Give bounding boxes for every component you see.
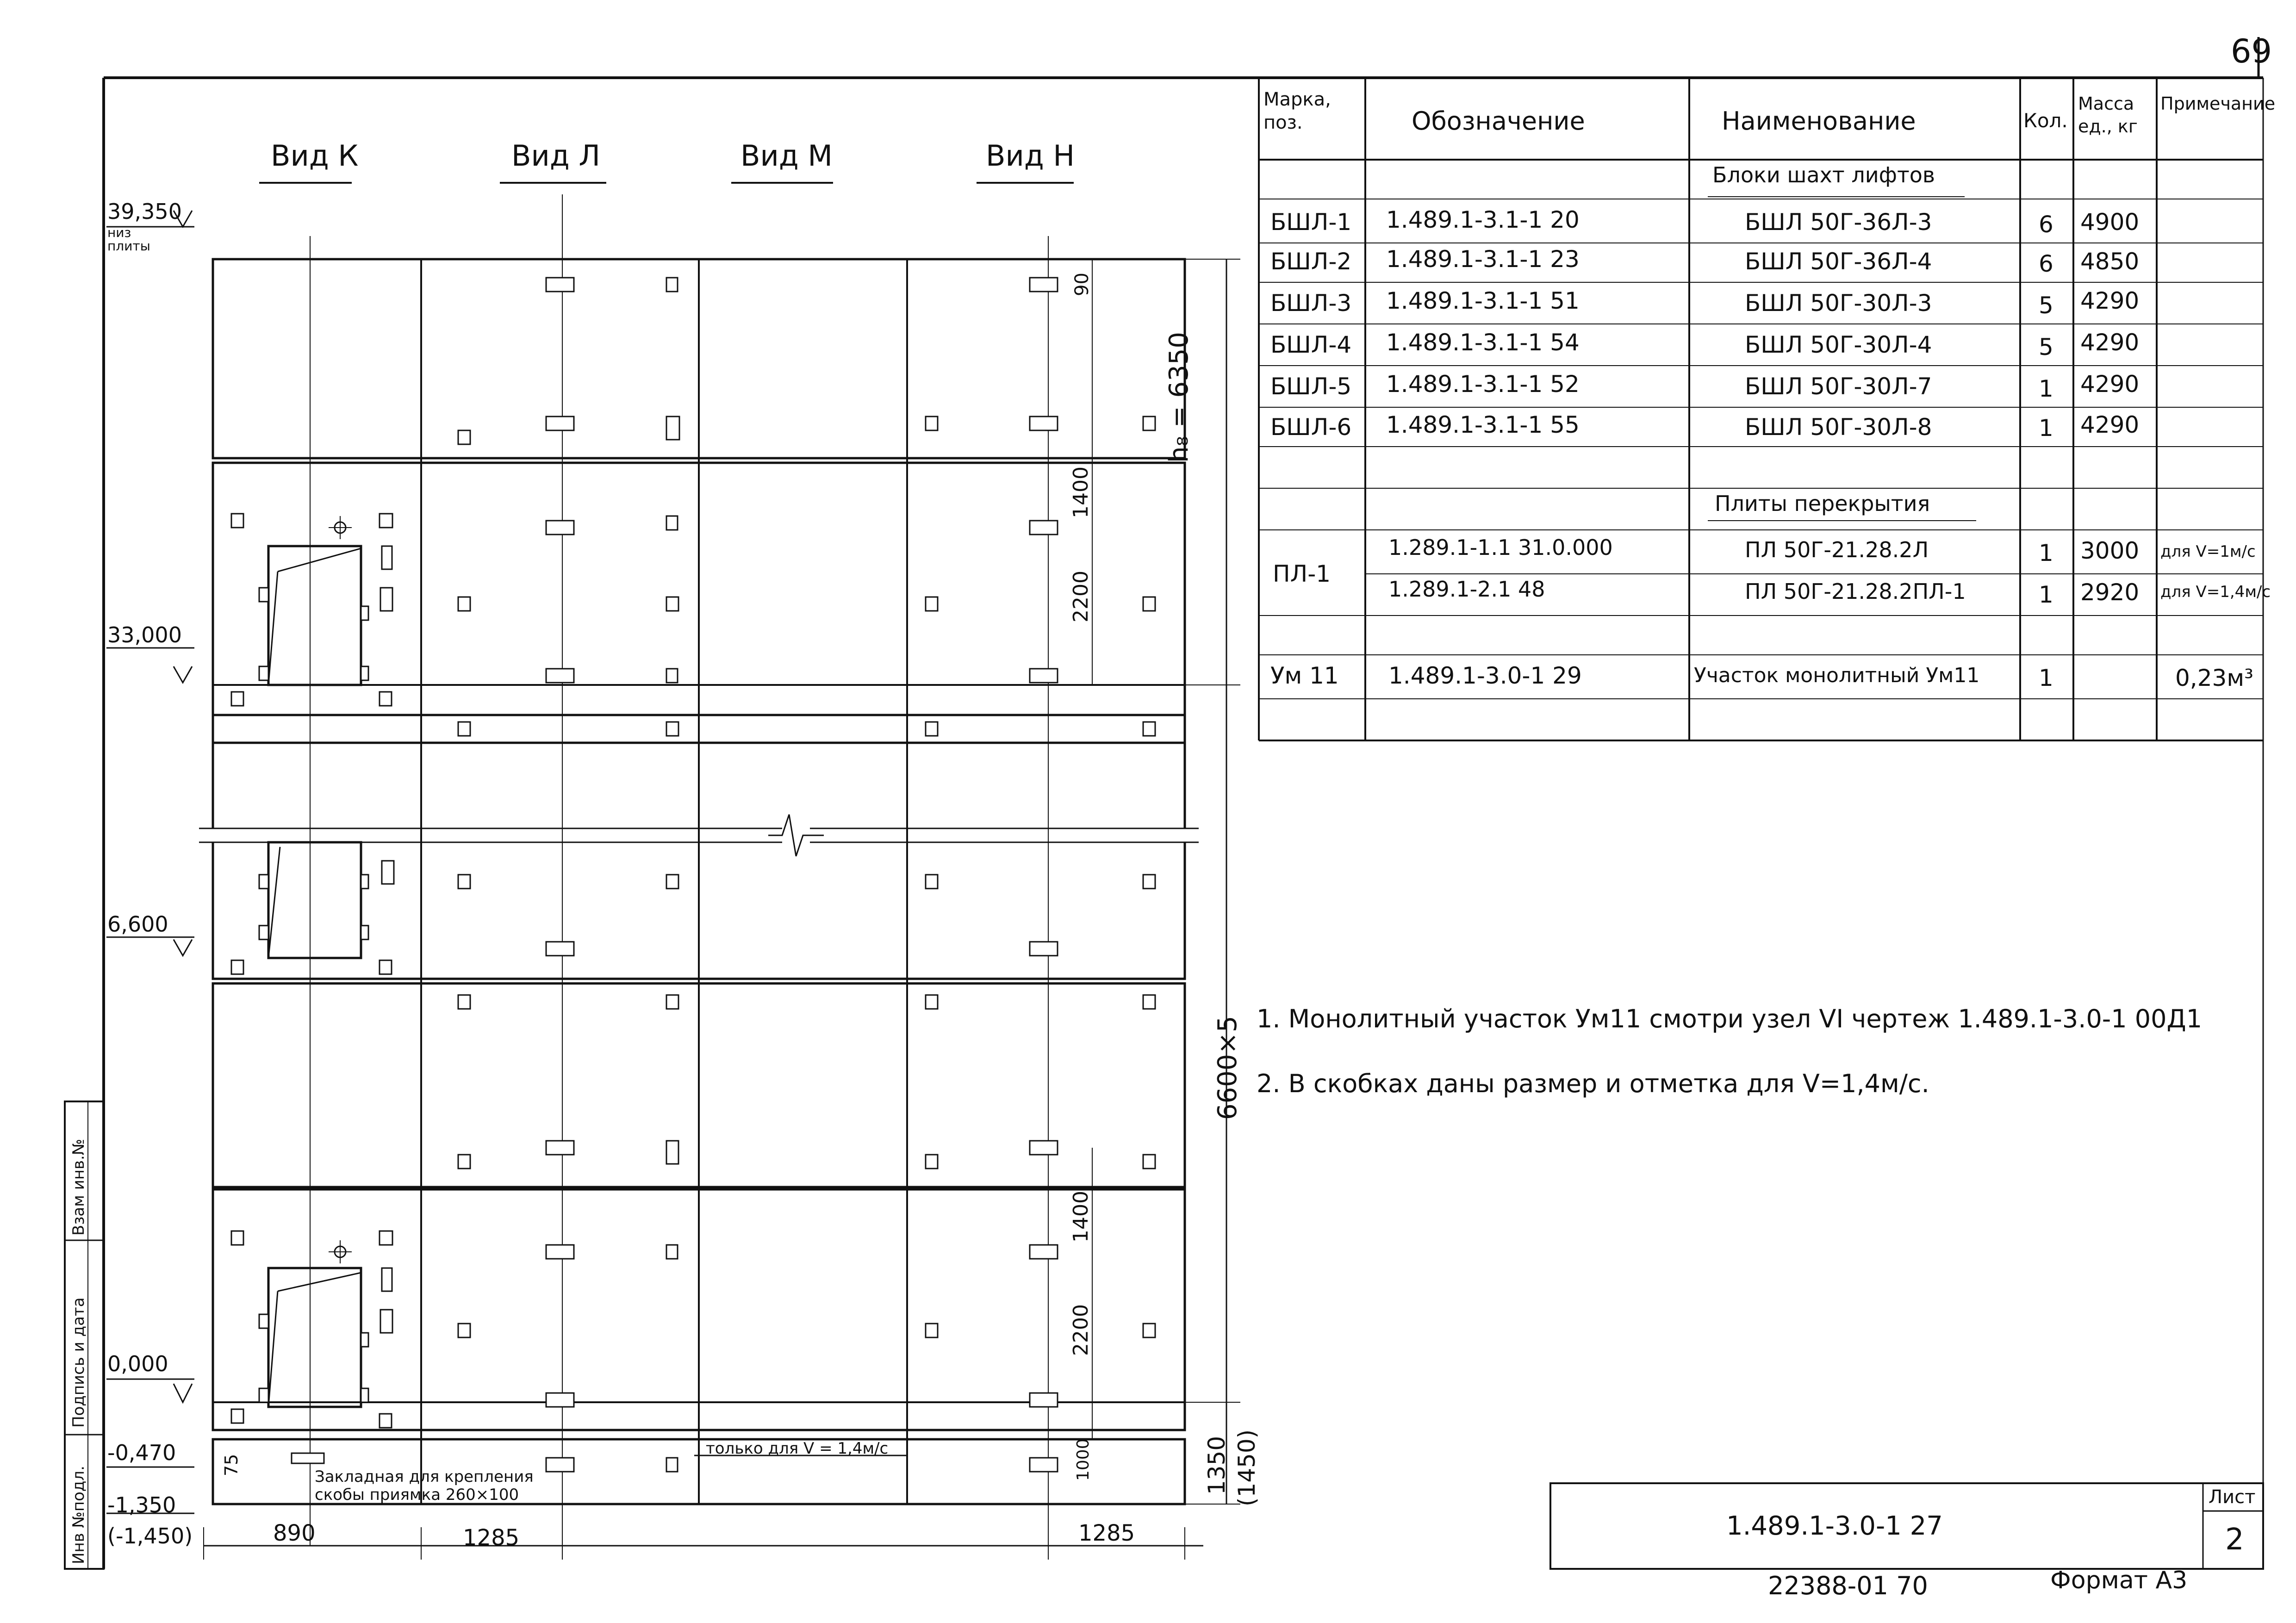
row-mass: 4290 bbox=[2080, 411, 2140, 438]
row-mark: БШЛ-4 bbox=[1270, 331, 1352, 358]
general-note-1: 1. Монолитный участок Ум11 смотри узел VI чертеж 1.489.1-3.0-1 00Д1 bbox=[1257, 1004, 2203, 1033]
row-qty: 5 bbox=[2039, 334, 2053, 361]
row-designation: 1.289.1-1.1 31.0.000 bbox=[1388, 535, 1613, 560]
row-name: ПЛ 50Г-21.28.2Л bbox=[1745, 537, 1929, 562]
row-designation: 1.489.1-3.1-1 54 bbox=[1386, 329, 1580, 356]
dim-1400-a: 1400 bbox=[1069, 466, 1093, 518]
inventory-number: 22388-01 70 bbox=[1768, 1571, 1928, 1600]
dim-mid: 6600×5 bbox=[1213, 1015, 1243, 1120]
row-qty: 6 bbox=[2039, 250, 2053, 277]
dim-bottom-alt: (1450) bbox=[1233, 1429, 1260, 1506]
elevation-minus0470: -0,470 bbox=[107, 1440, 176, 1465]
row-designation: 1.489.1-3.1-1 20 bbox=[1386, 206, 1580, 233]
dim-2200-b: 2200 bbox=[1069, 1304, 1093, 1356]
row-designation: 1.289.1-2.1 48 bbox=[1388, 577, 1545, 602]
row-mass: 4900 bbox=[2080, 209, 2140, 236]
row-mark: БШЛ-2 bbox=[1270, 248, 1352, 275]
header-note: Примечание bbox=[2160, 93, 2276, 114]
embedded-part-note: Закладная для крепления скобы приямка 260×100 bbox=[315, 1468, 534, 1505]
row-mass: 4290 bbox=[2080, 287, 2140, 314]
view-title-m: Вид М bbox=[740, 139, 833, 173]
row-designation: 1.489.1-3.1-1 52 bbox=[1386, 371, 1580, 398]
section-title-slabs: Плиты перекрытия bbox=[1715, 491, 1930, 516]
header-qty: Кол. bbox=[2023, 109, 2068, 132]
row-name: БШЛ 50Г-30Л-8 bbox=[1745, 414, 1932, 441]
row-designation: 1.489.1-3.1-1 55 bbox=[1386, 411, 1580, 438]
row-mass: 2920 bbox=[2080, 579, 2140, 606]
row-name: БШЛ 50Г-30Л-7 bbox=[1745, 373, 1932, 400]
elevation-6600: 6,600 bbox=[107, 912, 168, 937]
dim-bottom: 1350 bbox=[1203, 1436, 1230, 1495]
row-mark: БШЛ-1 bbox=[1270, 209, 1352, 236]
view-title-l: Вид Л bbox=[511, 139, 601, 173]
row-mark: БШЛ-5 bbox=[1270, 373, 1352, 400]
side-stamp-inventory: Инв №подл. bbox=[69, 1466, 88, 1564]
elevation-0000: 0,000 bbox=[107, 1351, 168, 1376]
side-stamp-signature: Подпись и дата bbox=[69, 1297, 88, 1428]
row-mark: БШЛ-3 bbox=[1270, 290, 1352, 317]
elevation-33000: 33,000 bbox=[107, 622, 182, 647]
row-mark: БШЛ-6 bbox=[1270, 414, 1352, 441]
row-designation: 1.489.1-3.1-1 51 bbox=[1386, 287, 1580, 314]
row-note: 0,23м³ bbox=[2175, 665, 2254, 691]
row-qty: 5 bbox=[2039, 292, 2053, 319]
stamp-designation: 1.489.1-3.0-1 27 bbox=[1726, 1511, 1943, 1541]
row-mass: 3000 bbox=[2080, 537, 2140, 564]
row-mass: 4290 bbox=[2080, 329, 2140, 356]
header-name: Наименование bbox=[1722, 106, 1916, 136]
dim-90: 90 bbox=[1071, 273, 1093, 296]
view-title-k: Вид К bbox=[271, 139, 359, 173]
row-name: БШЛ 50Г-36Л-4 bbox=[1745, 248, 1932, 275]
row-qty: 6 bbox=[2039, 211, 2053, 238]
row-qty: 1 bbox=[2039, 375, 2053, 402]
row-name: БШЛ 50Г-30Л-3 bbox=[1745, 290, 1932, 317]
row-mark: ПЛ-1 bbox=[1273, 560, 1331, 587]
header-mark: Марка, поз. bbox=[1263, 89, 1331, 133]
view-title-n: Вид Н bbox=[986, 139, 1075, 173]
row-qty: 1 bbox=[2039, 665, 2053, 691]
row-note: для V=1,4м/с bbox=[2160, 583, 2271, 601]
row-mass: 4290 bbox=[2080, 371, 2140, 398]
side-stamp-replace: Взам инв.№ bbox=[69, 1138, 88, 1236]
section-title-blocks: Блоки шахт лифтов bbox=[1712, 162, 1935, 187]
dim-1285-a: 1285 bbox=[463, 1525, 520, 1551]
row-mass: 4850 bbox=[2080, 248, 2140, 275]
row-qty: 1 bbox=[2039, 415, 2053, 442]
row-note: для V=1м/с bbox=[2160, 542, 2256, 561]
elevation-39350-note: низ плиты bbox=[107, 225, 150, 254]
general-note-2: 2. В скобках даны размер и отметка для V=1,4м/с. bbox=[1257, 1069, 1929, 1098]
elevation-minus1350: -1,350 bbox=[107, 1492, 176, 1517]
row-designation: 1.489.1-3.0-1 29 bbox=[1388, 662, 1582, 689]
dim-1400-b: 1400 bbox=[1069, 1191, 1093, 1243]
row-qty: 1 bbox=[2039, 540, 2053, 566]
dim-75: 75 bbox=[221, 1454, 242, 1476]
sheet-label: Лист bbox=[2209, 1486, 2256, 1508]
row-mark: Ум 11 bbox=[1270, 662, 1339, 689]
row-name: ПЛ 50Г-21.28.2ПЛ-1 bbox=[1745, 579, 1966, 604]
elevation-minus1450: (-1,450) bbox=[107, 1524, 193, 1548]
dim-890: 890 bbox=[273, 1520, 316, 1546]
row-name: БШЛ 50Г-30Л-4 bbox=[1745, 331, 1932, 358]
dim-1285-b: 1285 bbox=[1078, 1520, 1135, 1546]
dim-top-block: h₈ = 6350 bbox=[1164, 332, 1194, 463]
row-name: Участок монолитный Ум11 bbox=[1694, 664, 1980, 687]
row-qty: 1 bbox=[2039, 581, 2053, 608]
dim-1000: 1000 bbox=[1074, 1438, 1093, 1481]
elevation-39350: 39,350 bbox=[107, 199, 182, 224]
sheet-number: 2 bbox=[2225, 1523, 2244, 1557]
row-name: БШЛ 50Г-36Л-3 bbox=[1745, 209, 1932, 236]
header-designation: Обозначение bbox=[1412, 106, 1585, 136]
format-label: Формат А3 bbox=[2050, 1567, 2188, 1594]
page-number: 69 bbox=[2231, 32, 2272, 70]
only-for-note: только для V = 1,4м/с bbox=[706, 1439, 889, 1458]
dim-2200-a: 2200 bbox=[1069, 571, 1093, 622]
header-mass: Масса ед., кг bbox=[2078, 93, 2138, 137]
row-designation: 1.489.1-3.1-1 23 bbox=[1386, 246, 1580, 273]
